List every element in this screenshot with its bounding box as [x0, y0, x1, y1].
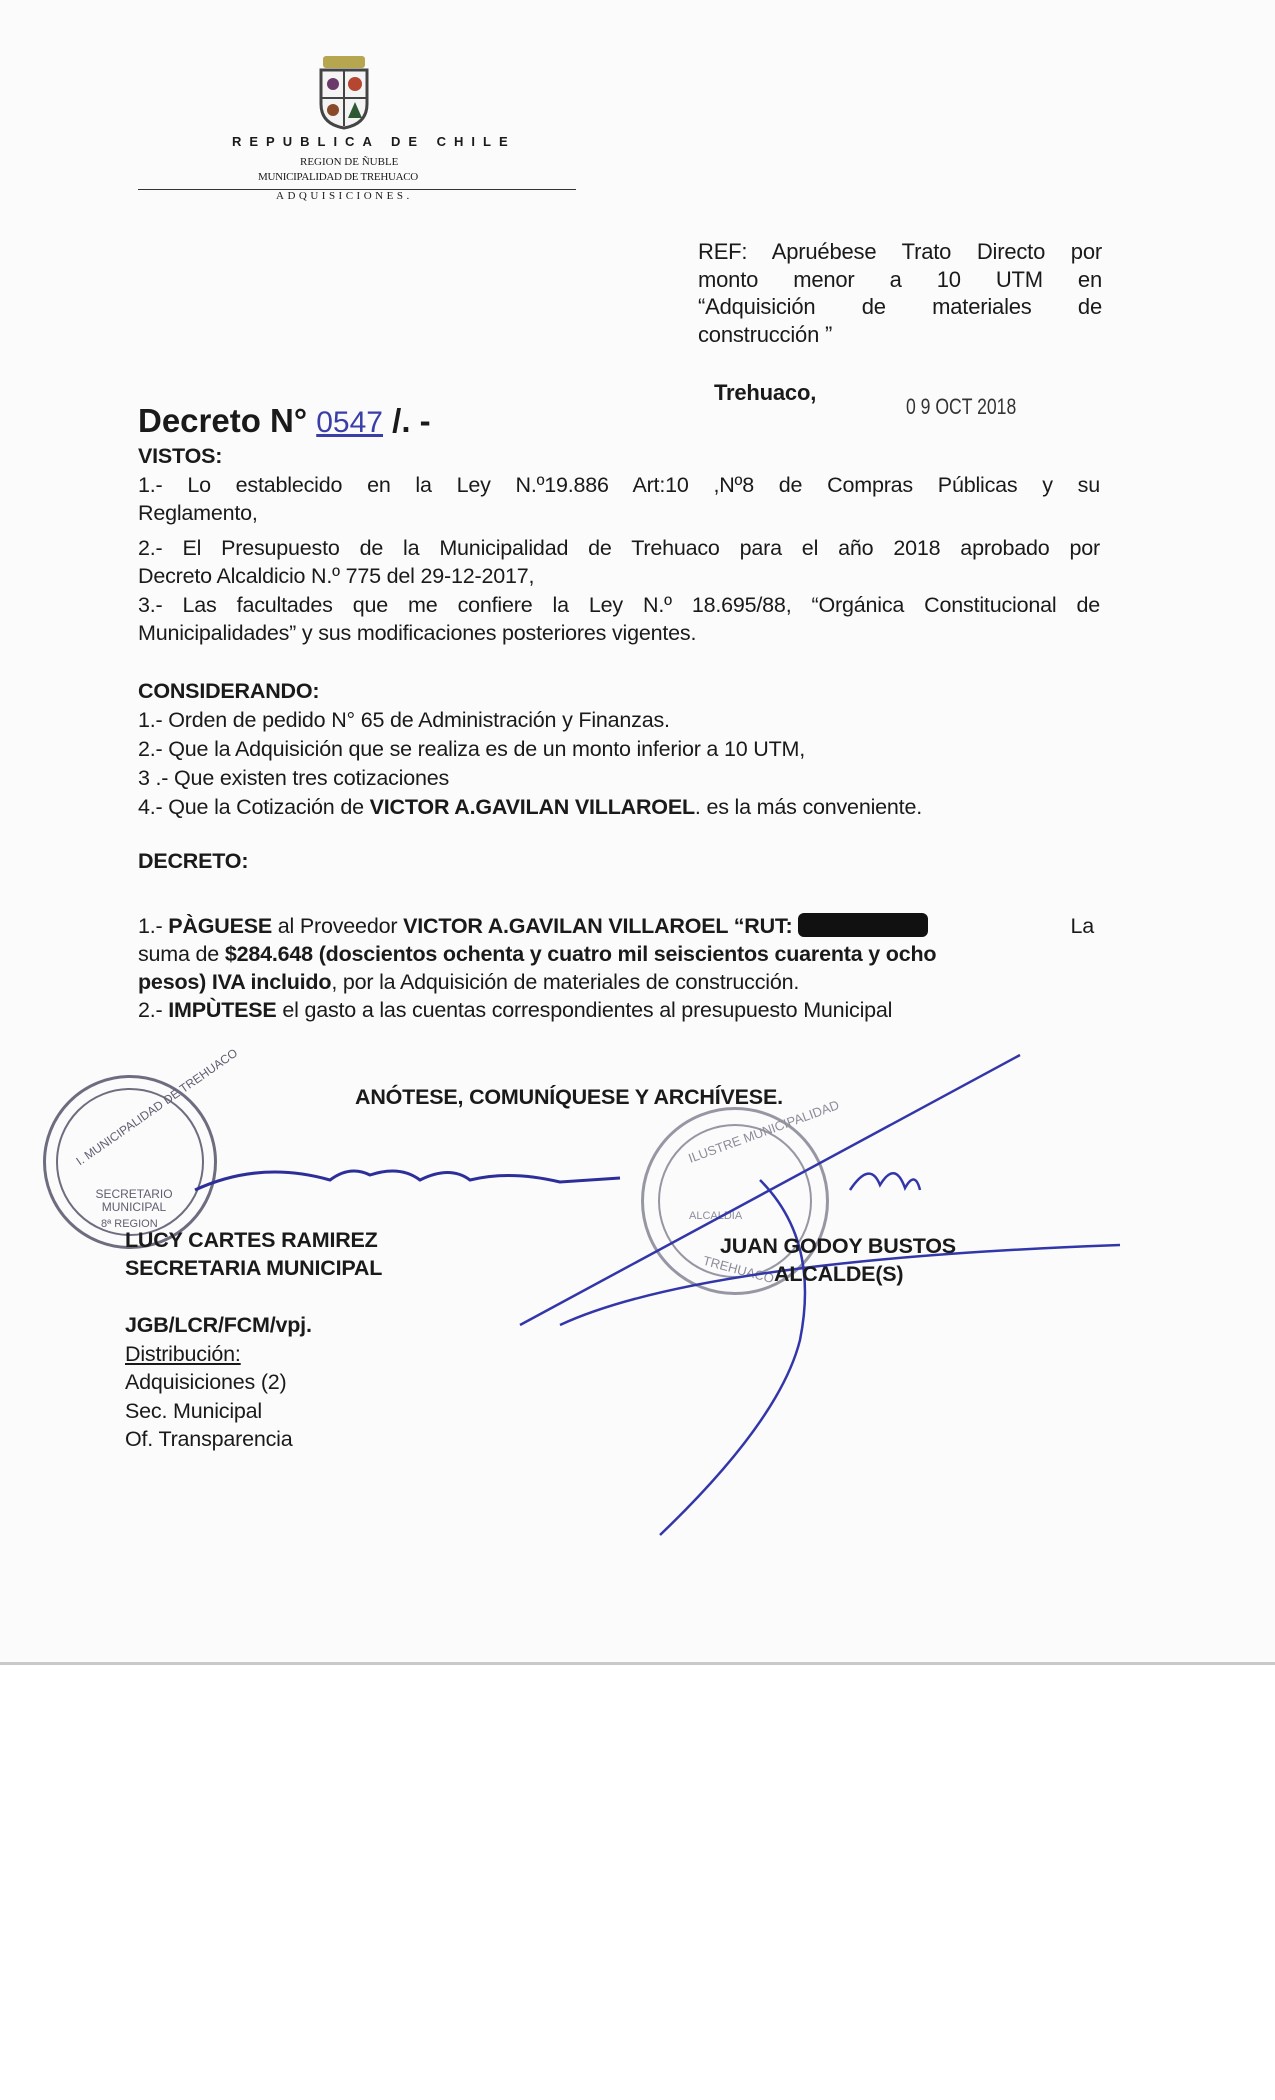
header-municipality: MUNICIPALIDAD DE TREHUACO [258, 171, 418, 183]
decreto-title: DECRETO: [138, 849, 249, 873]
decreto-section [138, 912, 1100, 1024]
ref-line: monto menor a 10 UTM en [698, 266, 1102, 292]
signatory-role: SECRETARIA MUNICIPAL [125, 1256, 383, 1280]
distribution-item: Adquisiciones (2) [125, 1370, 287, 1394]
considerando-line: 3 .- Que existen tres cotizaciones [138, 766, 450, 790]
header-republic: REPUBLICA DE CHILE [232, 134, 516, 149]
vistos-section [138, 442, 1100, 648]
text: 4.- Que la Cotización de [138, 795, 370, 819]
text: 1.- [138, 914, 169, 938]
text: pesos) IVA incluido [138, 970, 332, 994]
place: Trehuaco, [714, 380, 817, 405]
vistos-line: Municipalidades” y sus modificaciones posteriores vigentes. [138, 621, 697, 645]
seal-text: ILUSTRE MUNICIPALIDAD [686, 1097, 842, 1166]
signatory-name: JUAN GODOY BUSTOS [720, 1234, 956, 1258]
seal-text: ALCALDIA [689, 1210, 743, 1222]
text: , por la Adquisición de materiales de construcción. [331, 970, 800, 994]
decreto-line [138, 996, 1100, 1024]
vistos-line: Decreto Alcaldicio N.º 775 del 29-12-2017, [138, 564, 535, 588]
distribution-block [125, 1311, 312, 1454]
coat-of-arms-logo [315, 54, 373, 130]
date-stamp: 0 9 OCT 2018 [906, 394, 1017, 419]
text: VICTOR A.GAVILAN VILLAROEL “RUT: [403, 914, 793, 938]
text: el gasto a las cuentas correspondientes al presupuesto Municipal [276, 998, 893, 1022]
vistos-line: 2.- El Presupuesto de la Municipalidad de Trehuaco para el año 2018 aprobado por [138, 535, 1100, 560]
seal-text: TREHUACO [701, 1252, 776, 1287]
header-department: ADQUISICIONES. [276, 190, 413, 202]
vistos-line: 3.- Las facultades que me confiere la Ley N.º 18.695/88, “Orgánica Constitucional de [138, 592, 1100, 617]
right-signatory [720, 1232, 956, 1288]
provider-name: VICTOR A.GAVILAN VILLAROEL [369, 795, 695, 819]
signatory-role: ALCALDE(S) [774, 1262, 904, 1286]
initials: JGB/LCR/FCM/vpj. [125, 1313, 312, 1337]
considerando-line: 2.- Que la Adquisición que se realiza es de un monto inferior a 10 UTM, [138, 737, 805, 761]
text: PÀGUESE [168, 914, 273, 938]
decree-title [138, 402, 431, 440]
amount: $284.648 (doscientos ochenta y cuatro mil seiscientos cuarenta y ocho [224, 942, 937, 966]
text: . es la más conveniente. [694, 795, 922, 819]
signatory-name: LUCY CARTES RAMIREZ [125, 1228, 378, 1252]
distribution-item: Sec. Municipal [125, 1398, 263, 1423]
vistos-line: 1.- Lo establecido en la Ley N.º19.886 Art:10 ,Nº8 de Compras Públicas y su [138, 472, 1100, 497]
considerando-line [138, 793, 922, 822]
ref-line: construcción ” [698, 321, 833, 347]
redacted-rut [798, 913, 928, 937]
text: La [1070, 914, 1094, 938]
text: suma de [138, 942, 225, 966]
ref-line: REF: Apruébese Trato Directo por [698, 239, 1102, 264]
ref-line: “Adquisición de materiales de [698, 294, 1102, 319]
distribution-item: Of. Transparencia [125, 1427, 293, 1451]
handwritten-signatures [0, 1040, 1275, 1540]
decree-number: 0547 [316, 406, 383, 439]
considerando-line: 1.- Orden de pedido N° 65 de Administración y Finanzas. [138, 708, 670, 732]
considerando-section [138, 677, 922, 822]
closing-formula: ANÓTESE, COMUNÍQUESE Y ARCHÍVESE. [355, 1085, 783, 1109]
vistos-line: Reglamento, [138, 501, 258, 525]
left-signatory [125, 1226, 382, 1282]
seal-text: I. MUNICIPALIDAD DE TREHUACO [73, 1045, 241, 1169]
decreto-line [138, 912, 1100, 940]
decreto-line [138, 940, 1100, 968]
vistos-title: VISTOS: [138, 444, 223, 468]
decree-suffix: /. - [392, 402, 431, 439]
decreto-line [138, 968, 1100, 996]
seal-text: 8ª REGION [101, 1218, 158, 1230]
text: al Proveedor [272, 914, 404, 938]
reference-block [698, 238, 1102, 348]
header-region: REGION DE ÑUBLE [300, 156, 399, 168]
text: 2.- [138, 998, 169, 1022]
distribution-title: Distribución: [125, 1341, 241, 1366]
text: IMPÙTESE [168, 998, 277, 1022]
seal-text: SECRETARIO MUNICIPAL [95, 1187, 173, 1214]
decree-label: Decreto N° [138, 402, 308, 439]
considerando-title: CONSIDERANDO: [138, 679, 320, 703]
